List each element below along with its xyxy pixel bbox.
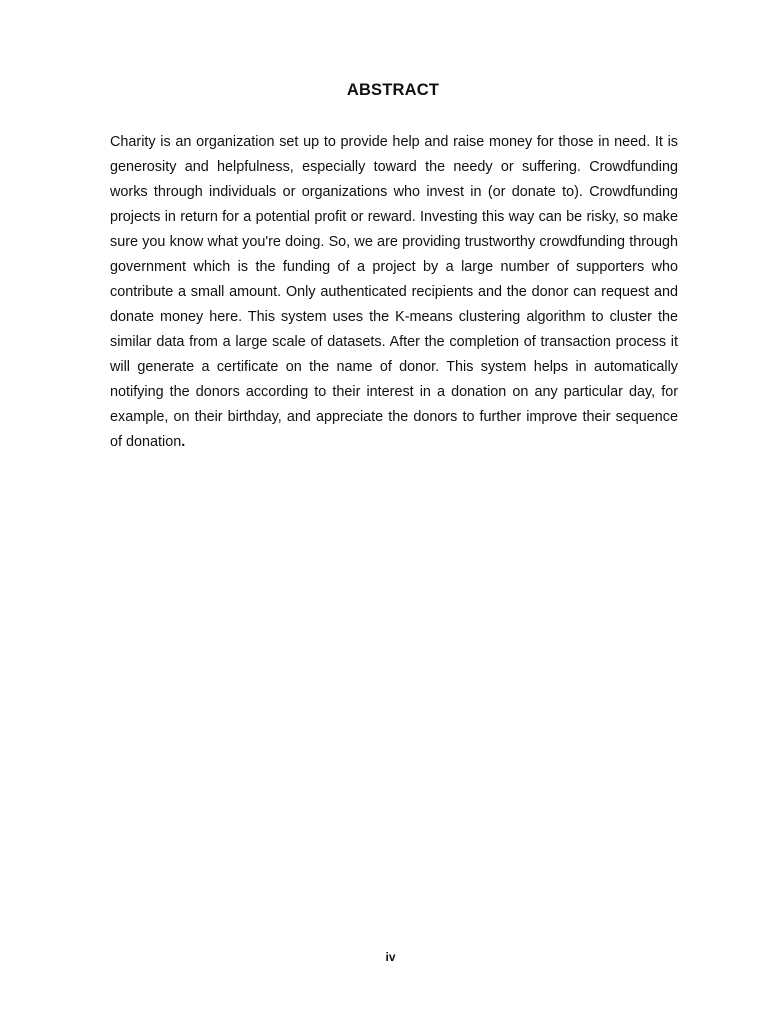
abstract-paragraph [110,130,678,455]
abstract-text: Charity is an organization set up to provide help and raise money for those in need. It is generosity and helpfulness, especially toward the needy or suffering. Crowdfunding works through individuals or organizations who invest in (or donate to). Crowdfunding projects in return for a potential profit or reward. Investing this way can be risky, so make sure you know what you're doing. So, we are providing trustworthy crowdfunding through government which is the funding of a project by a large number of supporters who contribute a small amount. Only authenticated recipients and the donor can request and donate money here. This system uses the K-means clustering algorithm to cluster the similar data from a large scale of datasets. After the completion of transaction process it will generate a certificate on the name of donor. This system helps in automatically notifying the donors according to their interest in a donation on any particular day, for example, on their birthday, and appreciate the donors to further improve their sequence of donation [110,134,678,450]
abstract-heading: ABSTRACT [346,81,440,99]
page-number: iv [385,950,396,964]
abstract-final-period: . [181,434,186,450]
